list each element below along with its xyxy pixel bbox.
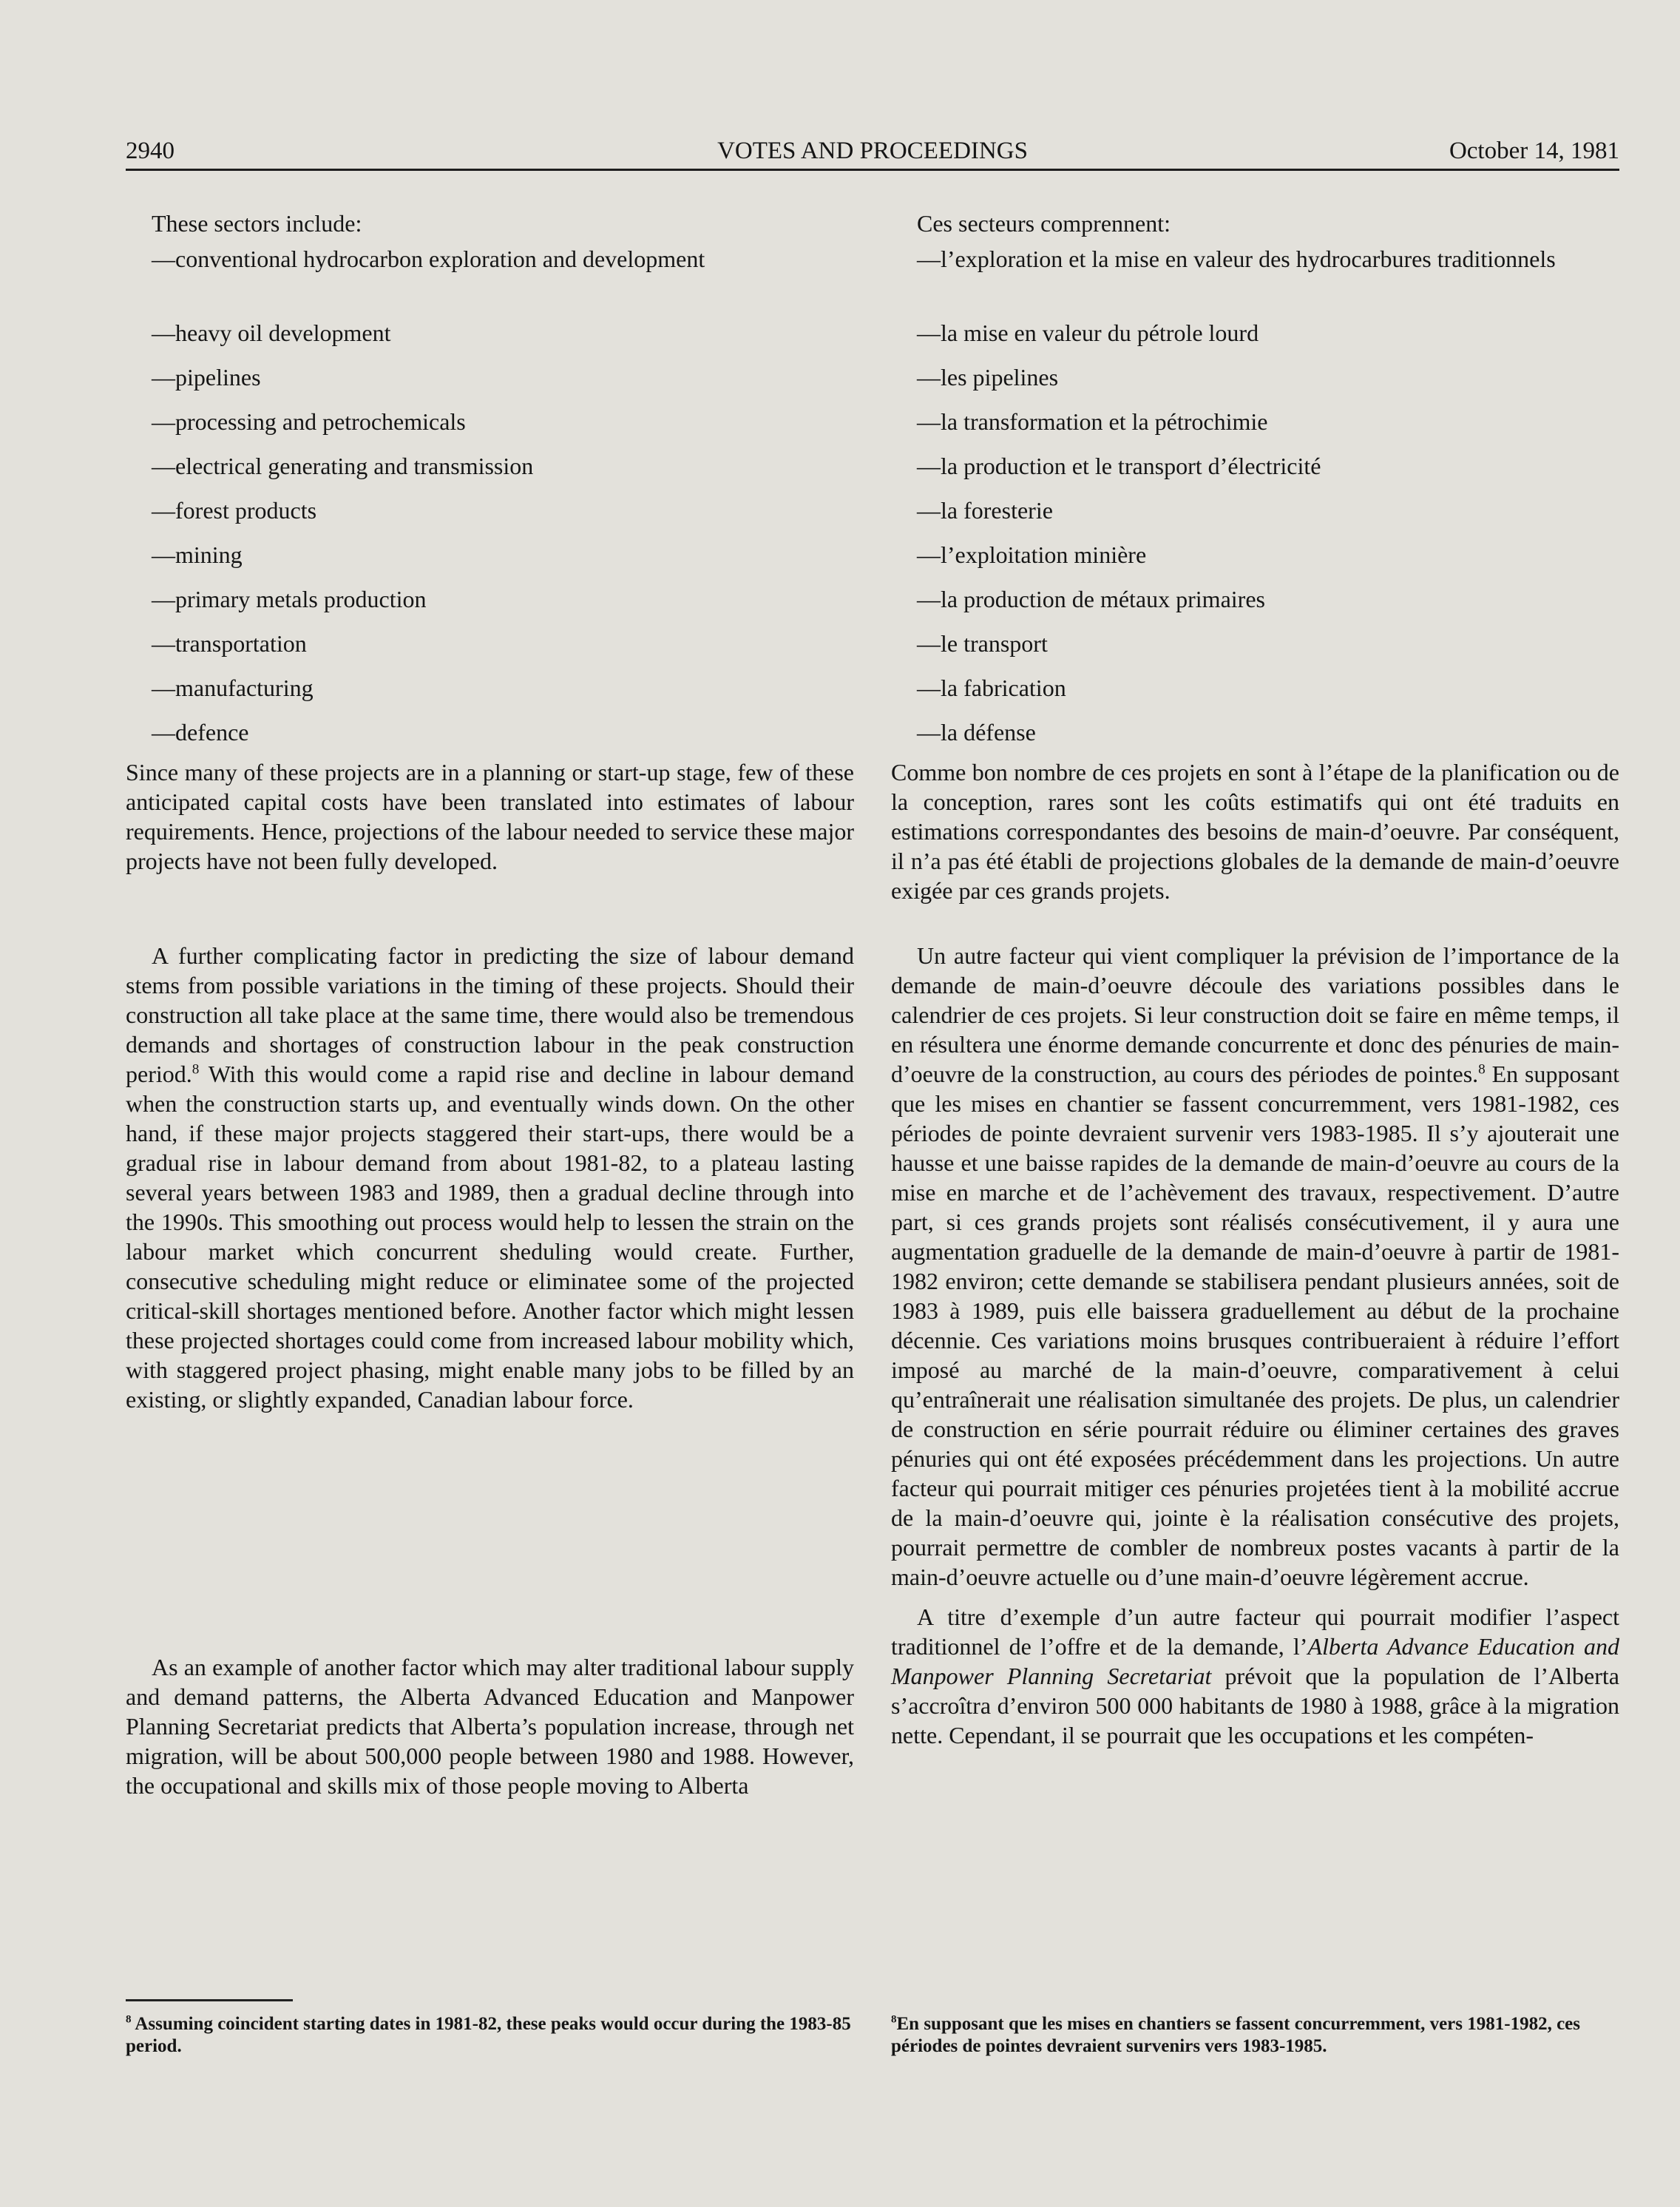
footnote (126, 2013, 854, 2058)
paragraph-text: A titre d’exemple d’un autre facteur qui pourrait modifier l’aspect traditionnel de l’offre et de la demande, l’ (891, 1603, 1619, 1660)
list-item: —manufacturing (152, 675, 314, 701)
list-item: —forest products (152, 497, 317, 524)
footnote-text: En supposant que les mises en chantiers se fassent concurremment, vers 1981-1982, ces périodes de pointes devraient survenirs vers 1983-1985. (891, 2014, 1580, 2056)
list-item: —la fabrication (917, 675, 1066, 701)
list-item: —conventional hydrocarbon exploration and development (152, 246, 705, 272)
footnote-text: Assuming coincident starting dates in 1981-82, these peaks would occur during the 1983-85 period. (126, 2014, 851, 2056)
footnote-rule (126, 1999, 293, 2001)
list-item: —la production et le transport d’électricité (917, 453, 1321, 479)
english-column (126, 209, 854, 1800)
paragraph (126, 941, 854, 1414)
list-item: —le transport (917, 630, 1048, 657)
header-date: October 14, 1981 (1449, 138, 1619, 164)
footnote-mark: 8 (126, 2013, 132, 2026)
sectors-intro: Ces secteurs comprennent: (917, 210, 1171, 237)
paragraph: Since many of these projects are in a planning or start-up stage, few of these anticipated capital costs have been translated into estimates of labour requirements. Hence, projections of the labour needed to service these major projects have not been fully developed. (126, 759, 854, 874)
list-item: —les pipelines (917, 364, 1059, 391)
list-item: —processing and petrochemicals (152, 408, 466, 435)
list-item: —pipelines (152, 364, 261, 391)
paragraph: Comme bon nombre de ces projets en sont à l’étape de la planification ou de la conception, rares sont les coûts estimatifs qui ont été traduits en estimations correspondantes des besoins de main-d’oeuvre. Par conséquent, il n’a pas été établi de projections globales de la demande de main-d’oeuvre exigée par ces grands projets. (891, 759, 1619, 904)
list-item: —transportation (152, 630, 307, 657)
list-item: —la production de métaux primaires (917, 586, 1265, 612)
list-item: —la transformation et la pétrochimie (917, 408, 1268, 435)
list-item: —electrical generating and transmission (152, 453, 534, 479)
organization-name: Alberta Advance Education and Manpower Planning Secretariat (891, 1633, 1620, 1689)
running-title: VOTES AND PROCEEDINGS (717, 138, 1028, 164)
paragraph-text: En supposant que les mises en chantier se fassent concurremment, vers 1981-1982, ces périodes de pointe devraient survenir vers 1983-1985. Il s’y ajouterait une hausse et une baisse rapides de la demande de main-d’oeuvre au cours de la mise en marche et de l’achèvement des travaux, respectivement. D’autre part, si ces grands projets sont réalisés consécutivement, il y aura une augmentation graduelle de la demande de main-d’oeuvre à partir de 1981-1982 environ; cette demande se stabilisera pendant plusieurs années, soit de 1983 à 1989, puis elle baissera graduellement au début de la prochaine décennie. Ces variations moins brusques contribueraient à réduire l’effort imposé au marché de la main-d’oeuvre, comparativement à celui qu’entraînerait une réalisation simultanée des projets. De plus, un calendrier de construction en série pourrait réduire ou éliminer certaines des graves pénuries qui ont été exposées précédemment dans les projections. Un autre facteur qui pourrait mitiger ces pénuries projetées tient à la mobilité accrue de la main-d’oeuvre qui, jointe è la réalisation consécutive des projets, pourrait permettre de combler de nombreux postes vacants à partir de la main-d’oeuvre actuelle ou d’une main-d’oeuvre légèrement accrue. (891, 1061, 1620, 1590)
sectors-intro: These sectors include: (152, 210, 362, 237)
list-item: —heavy oil development (152, 320, 391, 346)
page-number: 2940 (126, 138, 175, 164)
paragraph (891, 941, 1619, 1592)
paragraph: As an example of another factor which may alter traditional labour supply and demand patterns, the Alberta Advanced Education and Manpower Planning Secretariat predicts that Alberta’s population increase, through net migration, will be about 500,000 people between 1980 and 1988. However, the occupational and skills mix of those people moving to Alberta (126, 1654, 854, 1799)
list-item: —la mise en valeur du pétrole lourd (917, 320, 1259, 346)
list-item: —la foresterie (917, 497, 1053, 524)
list-item: —la défense (917, 719, 1036, 746)
list-item: —l’exploration et la mise en valeur des hydrocarbures traditionnels (917, 246, 1556, 272)
paragraph-text: prévoit que la population de l’Alberta s’accroîtra d’environ 500 000 habitants de 1980 à 1988, grâce à la migration nette. Cependant, il se pourrait que les occupations et les compéten- (891, 1663, 1619, 1748)
paragraph (891, 1602, 1619, 1750)
footnote (891, 2013, 1619, 2058)
list-item: —mining (152, 541, 243, 568)
french-column (891, 209, 1619, 1750)
footnote-ref: 8 (192, 1061, 200, 1078)
footnote-mark: 8 (891, 2013, 897, 2026)
paragraph-text: A further complicating factor in predicting the size of labour demand stems from possible variations in the timing of these projects. Should their construction all take place at the same time, there would also be tremendous demands and shortages of construction labour in the peak construction period. (126, 942, 854, 1087)
list-item: —defence (152, 719, 249, 746)
page-header (126, 133, 1619, 171)
paragraph-text: With this would come a rapid rise and decline in labour demand when the construction starts up, and eventually winds down. On the other hand, if these major projects staggered their start-ups, there would be a gradual rise in labour demand from about 1981-82, to a plateau lasting several years between 1983 and 1989, then a gradual decline through into the 1990s. This smoothing out process would help to lessen the strain on the labour market which concurrent sheduling would create. Further, consecutive scheduling might reduce or eliminatee some of the projected critical-skill shortages mentioned before. Another factor which might lessen these projected shortages could come from increased labour mobility which, with staggered project phasing, might enable many jobs to be filled by an existing, or slightly expanded, Canadian labour force. (126, 1061, 854, 1413)
footnote-ref: 8 (1478, 1061, 1486, 1078)
list-item: —l’exploitation minière (917, 541, 1147, 568)
paragraph-text: Un autre facteur qui vient compliquer la prévision de l’importance de la demande de main-d’oeuvre découle des variations possibles dans le calendrier de ces projets. Si leur construction doit se faire en même temps, il en résultera une énorme demande concurrente et donc des pénuries de main-d’oeuvre de la construction, au cours des périodes de pointes. (891, 942, 1619, 1087)
list-item: —primary metals production (152, 586, 427, 612)
